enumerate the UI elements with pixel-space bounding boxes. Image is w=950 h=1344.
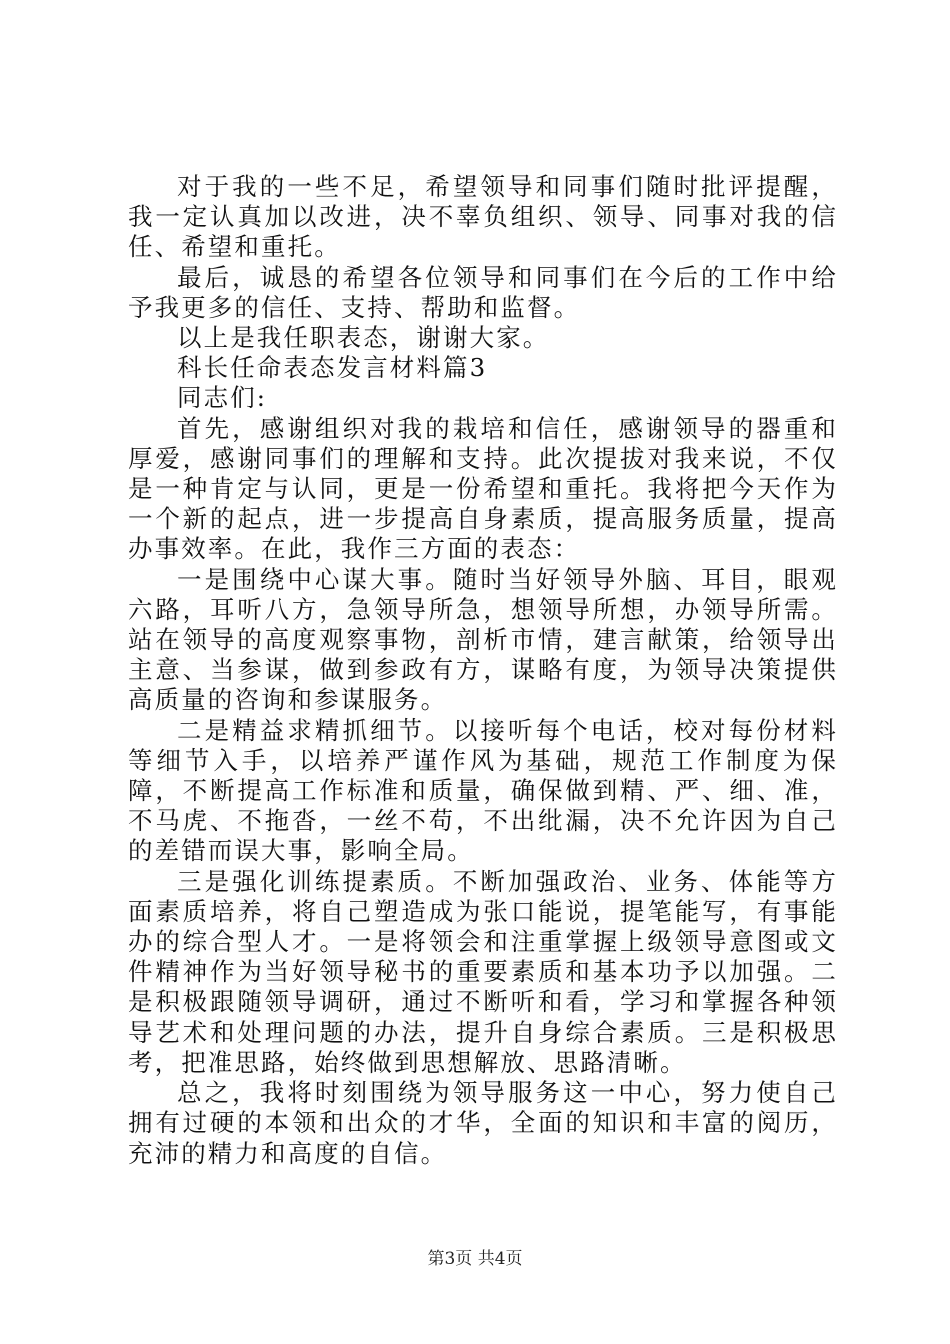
paragraph-gratitude: 首先，感谢组织对我的栽培和信任，感谢领导的器重和厚爱，感谢同事们的理解和支持。此次提拔对我来说，不仅是一种肯定与认同，更是一份希望和重托。我将把今天作为一个新的起点，进一步提高自身素质，提高服务质量，提高办事效率。在此，我作三方面的表态：: [128, 413, 838, 564]
paragraph-thanks: 以上是我任职表态，谢谢大家。: [177, 323, 550, 353]
paragraph-point-two: 二是精益求精抓细节。以接听每个电话，校对每份材料等细节入手，以培养严谨作风为基础，规范工作制度为保障，不断提高工作标准和质量，确保做到精、严、细、准，不马虎、不拖沓，一丝不苟，不出纰漏，决不允许因为自己的差错而误大事，影响全局。: [128, 715, 838, 866]
paragraph-point-one: 一是围绕中心谋大事。随时当好领导外脑、耳目，眼观六路，耳听八方，急领导所急，想领导所想，办领导所需。站在领导的高度观察事物，剖析市情，建言献策，给领导出主意、当参谋，做到参政有方，谋略有度，为领导决策提供高质量的咨询和参谋服务。: [128, 564, 838, 715]
section-heading: 科长任命表态发言材料篇3: [177, 353, 488, 383]
paragraph-closing-request: 对于我的一些不足，希望领导和同事们随时批评提醒，我一定认真加以改进，决不辜负组织、领导、同事对我的信任、希望和重托。: [128, 172, 838, 262]
document-body: [128, 172, 838, 1169]
page-footer: 第3页 共4页: [427, 1249, 523, 1269]
paragraph-conclusion: 总之，我将时刻围绕为领导服务这一中心，努力使自己拥有过硬的本领和出众的才华，全面的知识和丰富的阅历，充沛的精力和高度的自信。: [128, 1078, 838, 1168]
salutation: 同志们:: [177, 383, 268, 413]
paragraph-final-hope: 最后，诚恳的希望各位领导和同事们在今后的工作中给予我更多的信任、支持、帮助和监督。: [128, 262, 838, 322]
paragraph-point-three: 三是强化训练提素质。不断加强政治、业务、体能等方面素质培养，将自己塑造成为张口能说，提笔能写，有事能办的综合型人才。一是将领会和注重掌握上级领导意图或文件精神作为当好领导秘书的重要素质和基本功予以加强。二是积极跟随领导调研，通过不断听和看，学习和掌握各种领导艺术和处理问题的办法，提升自身综合素质。三是积极思考，把准思路，始终做到思想解放、思路清晰。: [128, 866, 838, 1077]
